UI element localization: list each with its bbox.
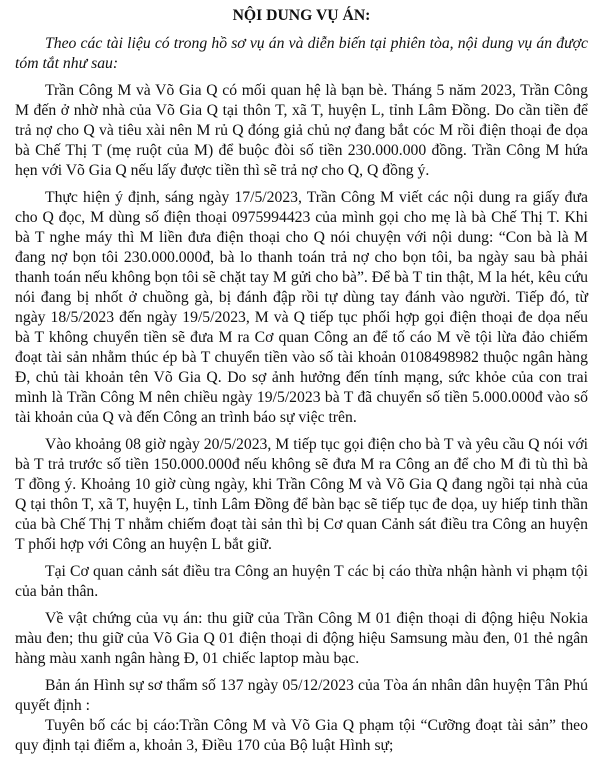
paragraph-execution: Thực hiện ý định, sáng ngày 17/5/2023, Trần Công M viết các nội dung ra giấy đưa cho Q đọc, M dùng số điện thoại 0975994423 của mình gọi cho mẹ là bà Chế Thị T. Khi bà T nghe máy thì M liền đưa điện thoại cho Q nói chuyện với nội dung: “Con bà là M đang nợ bọn tôi 230.000.000đ, bà lo thanh toán trả nợ cho bọn tôi, ba ngày sau bà phải thanh toán nếu không bọn tôi sẽ chặt tay M gửi cho bà”. Để bà T tin thật, M la hét, kêu cứu nói đang bị nhốt ở chuồng gà, bị đánh đập rồi tự dùng tay đánh vào người. Tiếp đó, từ ngày 18/5/2023 đến ngày 19/5/2023, M và Q tiếp tục phối hợp gọi điện thoại đe dọa nếu bà T không chuyển tiền sẽ đưa M ra Cơ quan Công an để tố cáo M về tội lừa đảo chiếm đoạt tài sản nhằm thúc ép bà T chuyển tiền vào số tài khoản 0108498982 thuộc ngân hàng Đ, chủ tài khoản tên Võ Gia Q. Do sợ ảnh hưởng đến tính mạng, sức khỏe của con trai mình là Trần Công M nên chiều ngày 19/5/2023 bà T đã chuyển số tiền 5.000.000đ vào số tài khoản của Q và đến Công an trình báo sự việc trên.	[15, 189, 588, 426]
document-title: NỘI DUNG VỤ ÁN:	[232, 7, 371, 24]
paragraph-confession: Tại Cơ quan cảnh sát điều tra Công an huyện T các bị cáo thừa nhận hành vi phạm tội của bản thân.	[15, 563, 588, 600]
paragraph-arrest: Vào khoảng 08 giờ ngày 20/5/2023, M tiếp tục gọi điện cho bà T và yêu cầu Q nói với bà T trả trước số tiền 150.000.000đ nếu không sẽ đưa M ra Công an để cho M đi tù thì bà T đồng ý. Khoảng 10 giờ cùng ngày, khi Trần Công M và Võ Gia Q đang ngồi tại nhà của Q tại thôn T, xã T, huyện L, tỉnh Lâm Đồng để bàn bạc sẽ tiếp tục đe dọa, uy hiếp tinh thần của bà Chế Thị T nhằm chiếm đoạt tài sản thì bị Cơ quan Cảnh sát điều tra Công an huyện T phối hợp với Công an huyện L bắt giữ.	[15, 436, 588, 553]
paragraph-relationship: Trần Công M và Võ Gia Q có mối quan hệ là bạn bè. Tháng 5 năm 2023, Trần Công M đến ở nhờ nhà của Võ Gia Q tại thôn T, xã T, huyện L, tỉnh Lâm Đồng. Do cần tiền để trả nợ cho Q và tiêu xài nên M rủ Q đóng giả chủ nợ đang bắt cóc M rồi điện thoại đe dọa bà Chế Thị T (mẹ ruột của M) để buộc đòi số tiền 230.000.000 đồng. Trần Công M hứa hẹn với Võ Gia Q nếu lấy được tiền thì sẽ trả nợ cho Q, Q đồng ý.	[15, 82, 588, 179]
paragraph-intro: Theo các tài liệu có trong hồ sơ vụ án và diễn biến tại phiên tòa, nội dung vụ án được tóm tắt như sau:	[15, 35, 588, 72]
paragraph-verdict-intro: Bản án Hình sự sơ thẩm số 137 ngày 05/12/2023 của Tòa án nhân dân huyện Tân Phú quyết định :	[15, 677, 588, 714]
paragraph-evidence: Về vật chứng của vụ án: thu giữ của Trần Công M 01 điện thoại di động hiệu Nokia màu đen; thu giữ của Võ Gia Q 01 điện thoại di động hiệu Samsung màu đen, 01 thẻ ngân hàng màu xanh ngân hàng Đ, 01 chiếc laptop màu bạc.	[15, 610, 588, 667]
paragraph-verdict-declaration: Tuyên bố các bị cáo:Trần Công M và Võ Gia Q phạm tội “Cưỡng đoạt tài sản” theo quy định tại điểm a, khoản 3, Điều 170 của Bộ luật Hình sự;	[15, 717, 588, 754]
